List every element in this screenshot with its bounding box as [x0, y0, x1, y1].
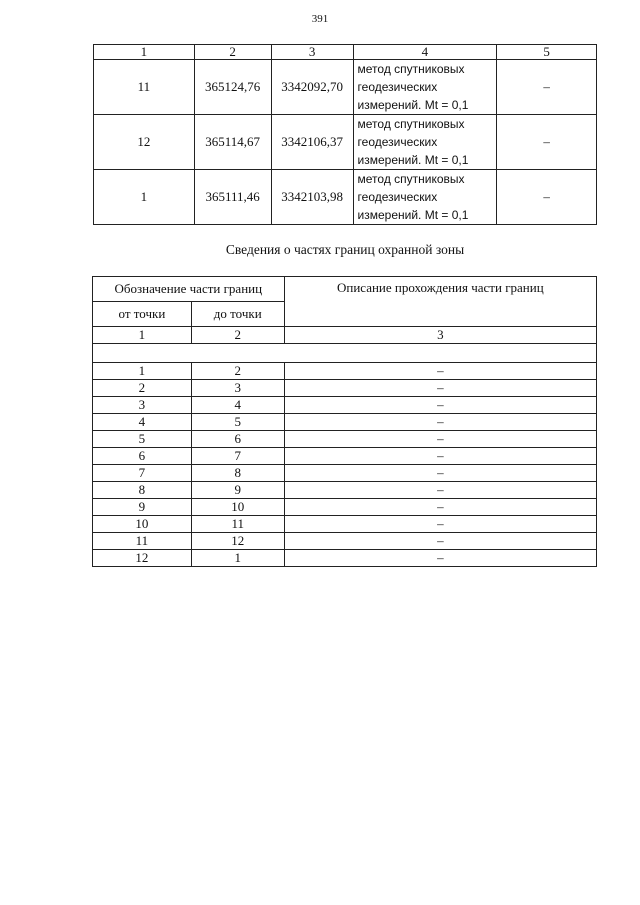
description: –	[284, 363, 596, 380]
table-row	[93, 414, 597, 431]
table-row	[93, 380, 597, 397]
table-row	[93, 397, 597, 414]
method-line: метод спутниковых	[357, 117, 465, 131]
method-line: геодезических	[357, 135, 438, 149]
to-point: 10	[191, 499, 284, 516]
from-point: 1	[93, 363, 192, 380]
method-line: метод спутниковых	[357, 172, 465, 186]
col-number-1: 1	[93, 327, 192, 344]
to-point: 8	[191, 465, 284, 482]
from-point: 10	[93, 516, 192, 533]
col-number-3: 3	[271, 45, 353, 60]
point-number: 12	[94, 115, 195, 170]
method-line: измерений. Mt = 0,1	[357, 208, 469, 222]
from-point: 9	[93, 499, 192, 516]
table-row	[93, 533, 597, 550]
point-number: 1	[94, 170, 195, 225]
parts-header-row	[93, 277, 597, 302]
method-description	[353, 60, 497, 115]
to-point: 3	[191, 380, 284, 397]
description: –	[284, 414, 596, 431]
from-point: 6	[93, 448, 192, 465]
method-line: геодезических	[357, 190, 438, 204]
table-row	[94, 60, 597, 115]
description: –	[284, 465, 596, 482]
coordinate-y: 3342106,37	[271, 115, 353, 170]
table-row	[93, 465, 597, 482]
coordinates-table	[93, 44, 597, 225]
from-point: 12	[93, 550, 192, 567]
method-line: метод спутниковых	[357, 62, 465, 76]
col-number-1: 1	[94, 45, 195, 60]
table-row	[93, 516, 597, 533]
method-line: геодезических	[357, 80, 438, 94]
to-point: 11	[191, 516, 284, 533]
to-point: 5	[191, 414, 284, 431]
description: –	[284, 482, 596, 499]
description: –	[284, 431, 596, 448]
to-point: 6	[191, 431, 284, 448]
column-numbers-row	[93, 327, 597, 344]
table-row	[93, 448, 597, 465]
coordinate-y: 3342092,70	[271, 60, 353, 115]
table-row	[93, 499, 597, 516]
section-title: Сведения о частях границ охранной зоны	[225, 242, 465, 257]
description: –	[284, 448, 596, 465]
table-row	[93, 363, 597, 380]
description: –	[284, 499, 596, 516]
from-point: 5	[93, 431, 192, 448]
coordinates-header-row	[94, 45, 597, 60]
to-point: 4	[191, 397, 284, 414]
col-number-3: 3	[284, 327, 596, 344]
from-point: 11	[93, 533, 192, 550]
from-point: 2	[93, 380, 192, 397]
to-point: 1	[191, 550, 284, 567]
note: –	[497, 60, 597, 115]
to-point: 2	[191, 363, 284, 380]
method-description	[353, 115, 497, 170]
description: –	[284, 516, 596, 533]
to-point: 12	[191, 533, 284, 550]
table-row	[93, 550, 597, 567]
to-point-header: до точки	[191, 302, 284, 327]
coordinate-y: 3342103,98	[271, 170, 353, 225]
point-number: 11	[94, 60, 195, 115]
method-line: измерений. Mt = 0,1	[357, 153, 469, 167]
table-row	[93, 482, 597, 499]
col-number-5: 5	[497, 45, 597, 60]
description: –	[284, 533, 596, 550]
from-point: 4	[93, 414, 192, 431]
empty-row	[93, 344, 597, 363]
to-point: 9	[191, 482, 284, 499]
coordinate-x: 365114,67	[194, 115, 271, 170]
from-point: 7	[93, 465, 192, 482]
boundary-designation-header: Обозначение части границ	[93, 277, 285, 302]
page-number: 391	[311, 13, 329, 25]
col-number-4: 4	[353, 45, 497, 60]
method-line: измерений. Mt = 0,1	[357, 98, 469, 112]
to-point: 7	[191, 448, 284, 465]
col-number-2: 2	[191, 327, 284, 344]
table-row	[94, 115, 597, 170]
coordinate-x: 365111,46	[194, 170, 271, 225]
description: –	[284, 397, 596, 414]
from-point: 3	[93, 397, 192, 414]
description: –	[284, 550, 596, 567]
table-row	[94, 170, 597, 225]
note: –	[497, 170, 597, 225]
from-point-header: от точки	[93, 302, 192, 327]
note: –	[497, 115, 597, 170]
boundary-parts-table	[92, 276, 597, 567]
col-number-2: 2	[194, 45, 271, 60]
from-point: 8	[93, 482, 192, 499]
method-description	[353, 170, 497, 225]
empty-cell	[93, 344, 597, 363]
table-row	[93, 431, 597, 448]
boundary-description-header: Описание прохождения части границ	[284, 277, 596, 327]
coordinate-x: 365124,76	[194, 60, 271, 115]
description: –	[284, 380, 596, 397]
